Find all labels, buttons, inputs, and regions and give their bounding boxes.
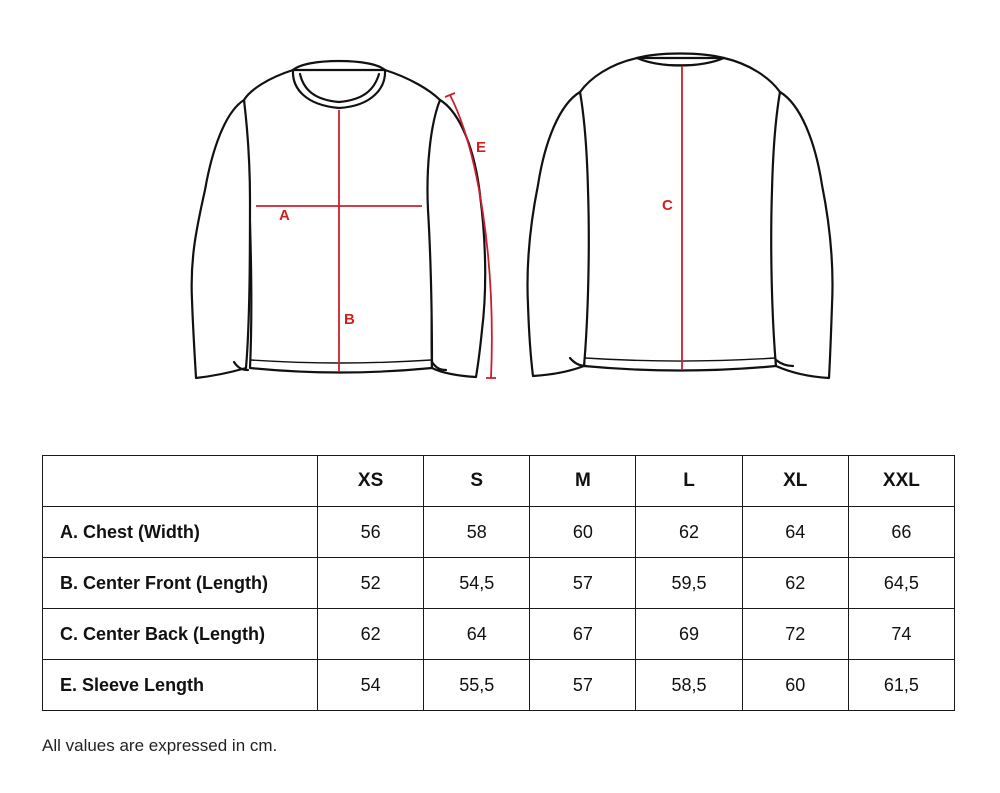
label-e: E	[476, 139, 487, 156]
table-row	[43, 507, 955, 558]
table-cell: 55,5	[424, 660, 530, 711]
table-row	[43, 558, 955, 609]
row-label: E. Sleeve Length	[43, 660, 318, 711]
row-label: B. Center Front (Length)	[43, 558, 318, 609]
back-sweatshirt-drawing	[527, 54, 832, 379]
units-footnote: All values are expressed in cm.	[42, 736, 278, 755]
table-cell: 64,5	[848, 558, 954, 609]
table-cell: 74	[848, 609, 954, 660]
label-a: A	[279, 207, 290, 224]
table-cell: 59,5	[636, 558, 742, 609]
size-header: XL	[742, 456, 848, 507]
size-header: L	[636, 456, 742, 507]
label-b: B	[344, 311, 355, 328]
table-cell: 62	[636, 507, 742, 558]
table-row	[43, 609, 955, 660]
size-header: S	[424, 456, 530, 507]
table-cell: 69	[636, 609, 742, 660]
table-cell: 66	[848, 507, 954, 558]
size-header-row	[43, 456, 955, 507]
row-label: A. Chest (Width)	[43, 507, 318, 558]
size-chart-table	[42, 455, 955, 711]
table-cell: 56	[318, 507, 424, 558]
table-row	[43, 660, 955, 711]
table-cell: 54	[318, 660, 424, 711]
table-cell: 62	[318, 609, 424, 660]
table-cell: 62	[742, 558, 848, 609]
table-cell: 60	[530, 507, 636, 558]
table-cell: 72	[742, 609, 848, 660]
corner-cell	[43, 456, 318, 507]
table-cell: 57	[530, 660, 636, 711]
row-label: C. Center Back (Length)	[43, 609, 318, 660]
label-c: C	[662, 197, 673, 214]
table-cell: 54,5	[424, 558, 530, 609]
table-cell: 64	[742, 507, 848, 558]
size-header: XXL	[848, 456, 954, 507]
size-header: XS	[318, 456, 424, 507]
table-cell: 61,5	[848, 660, 954, 711]
table-cell: 67	[530, 609, 636, 660]
table-cell: 58,5	[636, 660, 742, 711]
table-cell: 52	[318, 558, 424, 609]
table-cell: 57	[530, 558, 636, 609]
table-cell: 60	[742, 660, 848, 711]
table-cell: 58	[424, 507, 530, 558]
table-cell: 64	[424, 609, 530, 660]
size-header: M	[530, 456, 636, 507]
